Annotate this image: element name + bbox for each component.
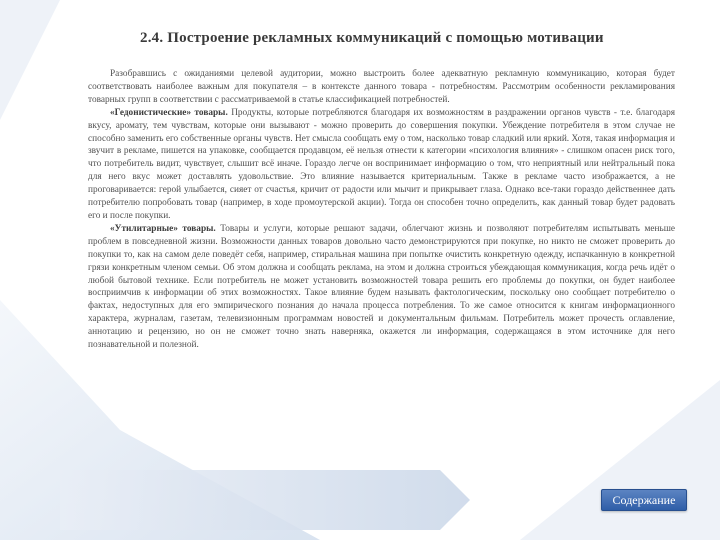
paragraph-hedonistic — [88, 107, 675, 223]
paragraph-utilitarian — [88, 223, 675, 352]
paragraph-lead: «Утилитарные» товары. — [110, 223, 216, 234]
decor-shape-corner — [520, 380, 720, 540]
paragraph-lead: «Гедонистические» товары. — [110, 107, 228, 118]
decor-shape-left — [0, 0, 60, 120]
contents-button[interactable]: Содержание — [601, 489, 687, 511]
decor-arrow — [60, 470, 470, 530]
body-text — [88, 68, 675, 352]
paragraph-text: Разобравшись с ожиданиями целевой аудитории, можно выстроить более адекватную рекламную коммуникацию, которая будет соответствовать наиболее важным для покупателя – в контексте данного товара - потребностям. Рассмотрим особенности рекламирования товарных групп в соответствии с рассматриваемой в статье классификацией потребностей. — [88, 69, 675, 105]
paragraph-intro — [88, 68, 675, 107]
paragraph-text: Товары и услуги, которые решают задачи, облегчают жизнь и позволяют потребителям испытывать меньше проблем в повседневной жизни. Возможности данных товаров довольно часто демонстрируются при покупке, но никто не сможет проверить до покупки то, как на самом деле поведёт себя, например, стиральная машина при попытке очистить конкретную одежду, испачканную в конкретной грязи конкретным членом семьи. Об этом должна и сообщать реклама, на этом и должна строиться убеждающая коммуникация, когда речь идёт о любой бытовой технике. Если потребитель не может установить возможностей товара решить его проблемы до покупки, он будет наиболее восприимчив к информации об этих возможностях. Такое влияние будем называть фактологическим, поскольку оно сообщает потребителю о фактах, недоступных для его эмпирического познания до начала процесса потребления. То же самое относится к книгам информационного характера, журналам, газетам, телевизионным программам новостей и документальным фильмам. Потребитель может прочесть оглавление, аннотацию и рецензию, но он не сможет точно знать наверняка, окажется ли информация, содержащаяся в этом источнике для него познавательной и полезной. — [88, 223, 675, 351]
page-title: 2.4. Построение рекламных коммуникаций с помощью мотивации — [140, 30, 604, 46]
paragraph-text: Продукты, которые потребляются благодаря их возможностям в раздражении органов чувств - т.е. благодаря вкусу, аромату, тем чувствам, которые они вызывают - можно проверить до совершения покупки. Убеждение потребителя в этом случае не способно заменить его собственные органы чувств. Нет смысла сообщать ему о том, насколько товар сладкий или яркий. Хотя, такая информация и звучит в рекламе, пишется на упаковке, сообщается продавцом, её нельзя отнести к категории «психология влияния» - слишком опасен риск того, что потребитель видит, чувствует, слышит всё иначе. Гораздо легче он воспринимает информацию о том, что неприятный или нейтральный пока для него вкус может доставлять удовольствие. Это влияние называется критериальным. Также в рекламе часто изображается, а не проговаривается: герой улыбается, сияет от счастья, кричит от радости или мычит и прикрывает глаза. Однако все-таки гораздо действеннее дать потребителю попробовать товар (например, в ходе промоутерской акции). Тогда он способен точно определить, как данный товар будет радовать его и после покупки. — [88, 107, 675, 221]
